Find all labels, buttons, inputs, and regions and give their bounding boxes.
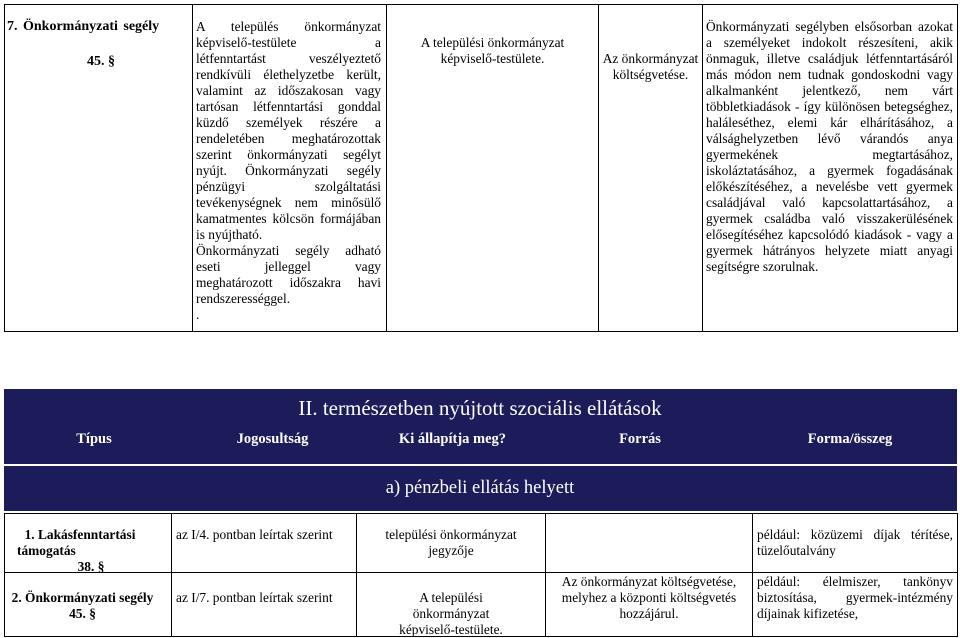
row1-forma-cell	[757, 527, 953, 559]
desc-line: szerint önkormányzati segélyt	[196, 147, 381, 162]
row1-type-line: 38. §	[77, 559, 105, 574]
row2-ki-line: képviselő-testülete.	[399, 622, 503, 637]
source-line: költségvetése.	[612, 67, 689, 82]
top-source-cell	[599, 51, 702, 83]
form-line: gyermekének megtartásához,	[706, 147, 953, 162]
row2-type-cell	[5, 590, 160, 622]
desc-line: is nyújtható.	[196, 227, 263, 242]
desc-line: pénzügyi szolgáltatási	[196, 179, 381, 194]
row1-ki-line: települési önkormányzat	[385, 527, 517, 542]
bottom-table-border-top	[4, 513, 958, 514]
desc-line: rendkívüli élethelyzetbe került,	[196, 67, 381, 82]
desc-line: képviselő-testülete a	[196, 35, 381, 50]
form-line: iskoláztatásához, a gyermek fogadásának	[706, 163, 953, 178]
row1-forma-line: például: közüzemi díjak térítése,	[757, 527, 953, 542]
row1-type-line: 1. Lakásfenntartási	[24, 527, 136, 542]
subsection-title: a) pénzbeli ellátás helyett	[385, 478, 575, 498]
desc-line: meghatározott időszakra havi	[196, 275, 381, 290]
top-table-border-right	[957, 4, 958, 332]
row2-jogosultsag: az I/7. pontban leírtak szerint	[176, 590, 333, 605]
row2-type-line: 2. Önkormányzati segély	[11, 590, 154, 605]
row2-forma-cell	[757, 574, 953, 622]
top-table-border-left	[4, 4, 5, 332]
desc-line: valamint az időszakosan vagy	[196, 83, 381, 98]
row2-type-line: 45. §	[69, 606, 96, 621]
row2-forma-line: biztosítása, gyermek-intézmény	[757, 590, 953, 605]
desc-line: eseti jelleggel vagy	[196, 259, 381, 274]
desc-line: Önkormányzati segély adható	[196, 243, 381, 258]
row1-forma-line: tüzelőutalvány	[757, 543, 836, 558]
top-type-title: 7. Önkormányzati segély	[7, 19, 160, 34]
form-line: többletkiadások - így különösen betegséghez,	[706, 99, 953, 114]
row1-jogosultsag: az I/4. pontban leírtak szerint	[176, 527, 333, 542]
desc-line: tevékenységnek nem minősülő	[196, 195, 381, 210]
desc-line: küzdő személyek részére a	[196, 115, 381, 130]
form-line: gyermek családba való visszakerülésének	[706, 211, 953, 226]
form-line: haláleséthez, elemi kár elhárításához, a	[706, 115, 953, 130]
form-line: a személyeket indokolt részesíteni, akik	[706, 35, 953, 50]
row2-forma-line: például: élelmiszer, tankönyv	[757, 574, 953, 589]
form-line: előkészítéséhez, a nevelésbe vett gyermek	[706, 179, 953, 194]
authority-line: A települési önkormányzat	[420, 35, 565, 50]
row1-ki-line: jegyzője	[428, 543, 474, 558]
header-forma-osszeg: Forma/összeg	[807, 431, 893, 447]
row2-forras-line: Az önkormányzat költségvetése,	[561, 574, 737, 589]
desc-line: kamatmentes kölcsön formájában	[196, 211, 381, 226]
row1-ki-cell	[357, 527, 545, 559]
top-table-border-bottom	[4, 331, 958, 332]
row2-forras-line: melyhez a központi költségvetés	[561, 590, 737, 605]
form-line: alkalmanként jelentkező, nem várt	[706, 83, 953, 98]
desc-line: nyújt. Önkormányzati segély	[196, 163, 381, 178]
desc-line: rendszerességgel.	[196, 291, 291, 306]
form-line: más módon nem tudnak gondoskodni vagy	[706, 67, 953, 82]
header-ki-allapitja: Ki állapítja meg?	[398, 431, 507, 447]
top-type-cell	[7, 19, 189, 70]
desc-line: .	[196, 307, 200, 322]
top-form-cell	[706, 19, 953, 275]
top-description-cell	[196, 19, 381, 323]
form-line: önmaguk, illetve családjuk létfenntartásáról	[706, 51, 953, 66]
source-line: Az önkormányzat	[602, 51, 699, 66]
desc-line: létfenntartást veszélyeztető	[196, 51, 381, 66]
row1-type-line: támogatás	[17, 543, 76, 558]
row2-ki-line: A települési	[419, 590, 483, 605]
bottom-table-divider-4	[752, 513, 753, 637]
section-title: II. természetben nyújtott szociális ellátások	[298, 396, 662, 420]
bottom-table-divider-1	[171, 513, 172, 637]
authority-line: képviselő-testülete.	[440, 51, 545, 66]
form-line: gyermek hátrányos helyzete miatt anyagi	[706, 243, 953, 258]
desc-line: rendeletében meghatározottak	[196, 131, 381, 146]
row2-ki-cell	[357, 590, 545, 638]
desc-line: A település önkormányzat	[196, 19, 381, 34]
row2-forma-line: díjainak kifizetése,	[757, 606, 859, 621]
form-line: Önkormányzati segélyben elsősorban azokat	[706, 19, 953, 34]
form-line: családjával való kapcsolattartásához, a	[706, 195, 953, 210]
row2-forras-cell	[546, 574, 752, 622]
row1-type-cell	[5, 527, 155, 575]
bottom-table-border-right	[957, 513, 958, 637]
top-table-divider-1	[192, 4, 193, 332]
top-table-border-top	[4, 4, 958, 5]
header-jogosultsag: Jogosultság	[236, 431, 309, 447]
top-table-divider-4	[702, 4, 703, 332]
header-tipus: Típus	[76, 431, 112, 447]
form-line: segítségre szorulnak.	[706, 259, 819, 274]
top-authority-cell	[387, 35, 598, 67]
header-forras: Forrás	[619, 431, 661, 447]
top-type-section: 45. §	[87, 54, 115, 69]
form-line: elősegítéséhez kapcsolódó kiadások - vagy a	[706, 227, 953, 242]
desc-line: tartósan létfenntartási gonddal	[196, 99, 381, 114]
row2-ki-line: önkormányzat	[412, 606, 490, 621]
form-line: válsághelyzetben lévő várandós anya	[706, 131, 953, 146]
row2-forras-line: hozzájárul.	[619, 606, 679, 621]
